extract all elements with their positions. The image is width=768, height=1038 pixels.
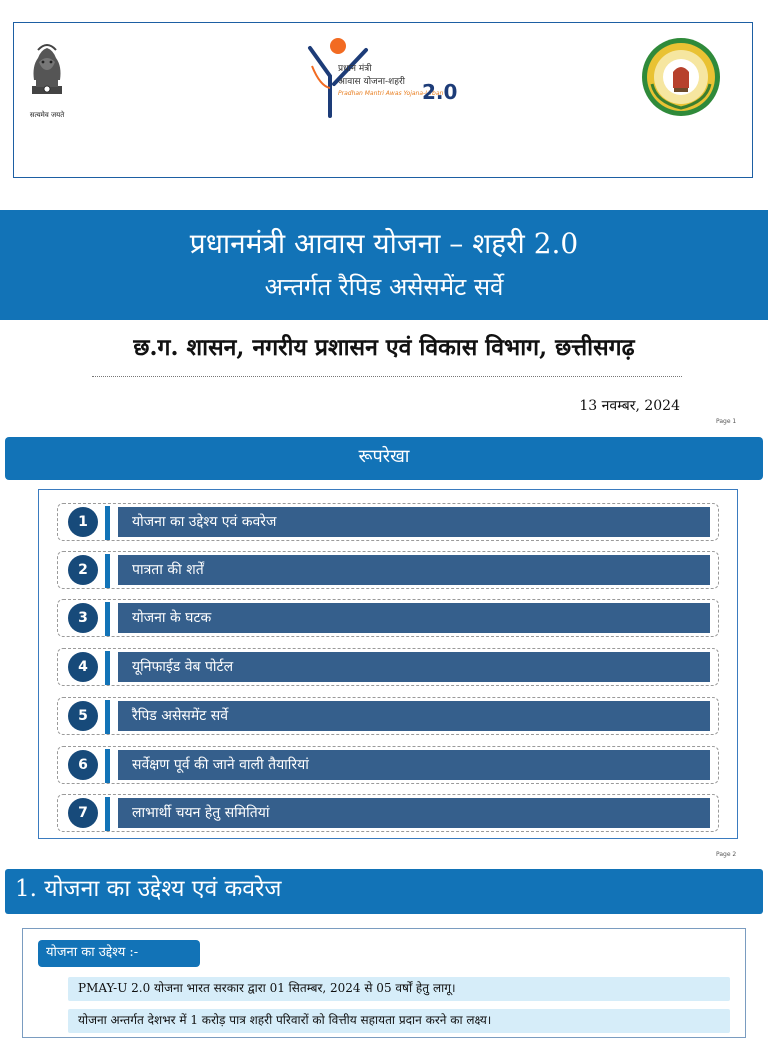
outline-item-number: 1 <box>68 507 98 537</box>
outline-box <box>38 489 738 839</box>
outline-item-label: पात्रता की शर्तें <box>118 555 710 585</box>
outline-item[interactable] <box>57 648 719 686</box>
page-label-2: Page 2 <box>716 851 737 858</box>
chhattisgarh-seal-icon <box>640 36 722 118</box>
outline-item-label: लाभार्थी चयन हेतु समितियां <box>118 798 710 828</box>
outline-stripe <box>105 749 110 783</box>
outline-item-number: 4 <box>68 652 98 682</box>
title-banner <box>0 210 768 320</box>
outline-heading: रूपरेखा <box>5 437 763 480</box>
outline-item-label: योजना के घटक <box>118 603 710 633</box>
outline-stripe <box>105 651 110 685</box>
title-line1: प्रधानमंत्री आवास योजना – शहरी 2.0 <box>189 227 579 260</box>
outline-stripe <box>105 602 110 636</box>
pmay-logo-line1: प्रधान मंत्री <box>338 64 372 74</box>
outline-item[interactable] <box>57 551 719 589</box>
date: 13 नवम्बर, 2024 <box>579 398 680 414</box>
outline-stripe <box>105 700 110 734</box>
pmay-logo-version: 2.0 <box>422 80 458 104</box>
page-label-1: Page 1 <box>716 418 737 425</box>
department-name: छ.ग. शासन, नगरीय प्रशासन एवं विकास विभाग, छत्तीसगढ़ <box>133 334 635 361</box>
outline-item-label: रैपिड असेसमेंट सर्वे <box>118 701 710 731</box>
emblem-caption: सत्यमेव जयते <box>29 111 65 119</box>
outline-stripe <box>105 797 110 831</box>
title-line2: अन्तर्गत रैपिड असेसमेंट सर्वे <box>264 273 504 301</box>
objective-bullet: PMAY-U 2.0 योजना भारत सरकार द्वारा 01 सितम्बर, 2024 से 05 वर्षों हेतु लागू। <box>68 977 730 1001</box>
outline-item[interactable] <box>57 503 719 541</box>
outline-item-label: सर्वेक्षण पूर्व की जाने वाली तैयारियां <box>118 750 710 780</box>
national-emblem-icon <box>24 36 70 114</box>
outline-item[interactable] <box>57 697 719 735</box>
outline-item-number: 5 <box>68 701 98 731</box>
outline-stripe <box>105 506 110 540</box>
pmay-logo-line3: Pradhan Mantri Awas Yojana-Urban <box>338 90 444 97</box>
pmay-logo-line2: आवास योजना-शहरी <box>338 77 405 87</box>
outline-item-number: 2 <box>68 555 98 585</box>
objective-bullet: योजना अन्तर्गत देशभर में 1 करोड़ पात्र शहरी परिवारों को वित्तीय सहायता प्रदान करने का लक्ष्य। <box>68 1009 730 1033</box>
outline-item-number: 3 <box>68 603 98 633</box>
outline-item-number: 7 <box>68 798 98 828</box>
outline-item[interactable] <box>57 794 719 832</box>
outline-item-label: यूनिफाईड वेब पोर्टल <box>118 652 710 682</box>
outline-item[interactable] <box>57 599 719 637</box>
outline-item[interactable] <box>57 746 719 784</box>
outline-item-label: योजना का उद्देश्य एवं कवरेज <box>118 507 710 537</box>
outline-item-number: 6 <box>68 750 98 780</box>
outline-stripe <box>105 554 110 588</box>
section1-heading: 1. योजना का उद्देश्य एवं कवरेज <box>5 869 763 914</box>
objective-label: योजना का उद्देश्य :- <box>38 940 200 967</box>
divider <box>92 376 682 377</box>
